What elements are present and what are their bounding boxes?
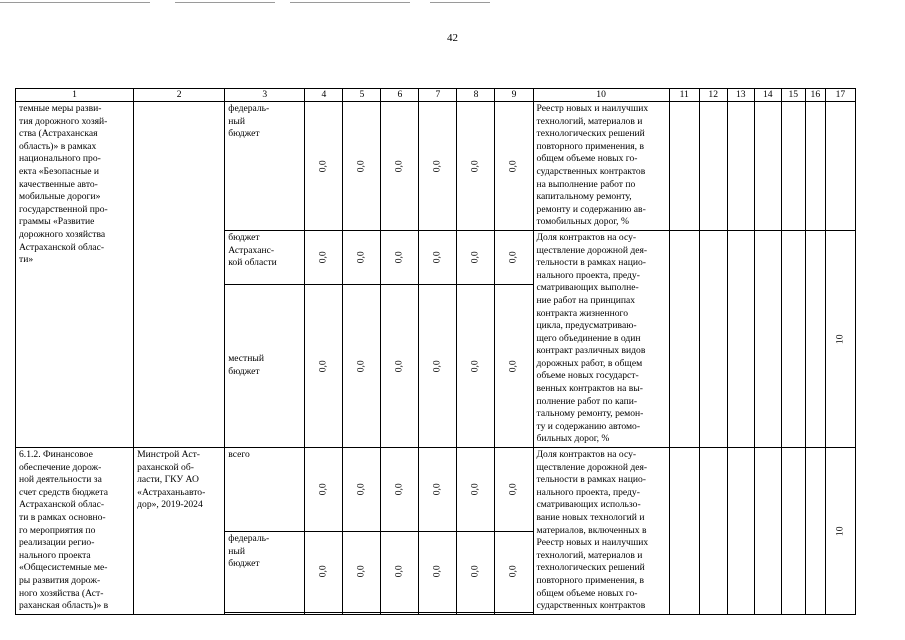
indicator-cell	[533, 102, 669, 231]
column-number-row	[16, 89, 856, 102]
column-number-14: 14	[754, 89, 781, 102]
value-cell: 0,0	[457, 531, 495, 612]
funding-source-cell	[225, 284, 305, 447]
column-number-12: 12	[699, 89, 727, 102]
year-value-cell: 10	[825, 230, 855, 447]
year-value-cell	[754, 448, 781, 615]
value-cell: 0,0	[457, 448, 495, 532]
value-cell	[343, 612, 381, 614]
year-value-cell	[805, 448, 825, 615]
funding-source-cell	[225, 448, 305, 532]
year-value-cell	[754, 102, 781, 231]
year-value-cell	[727, 102, 754, 231]
column-number-13: 13	[727, 89, 754, 102]
value-cell: 0,0	[419, 230, 457, 284]
column-number-8: 8	[457, 89, 495, 102]
scan-edge-line	[290, 2, 410, 3]
year-value-cell	[825, 102, 855, 231]
executor-text: Минстрой Аст- раханской об- ласти, ГКУ АО «Астраханьавто- дор», 2019-2024	[137, 449, 206, 511]
value-cell: 0,0	[305, 284, 343, 447]
indicator-text: Реестр новых и наилучших технологий, материалов и технологических решений повторного применения, в общем объеме новых го- сударственных контрактов на выполнение работ по капитальному ремонту, ремонту и содержанию ав- томобильных дорог, %	[536, 103, 649, 228]
year-value-cell	[727, 230, 754, 447]
funding-source-text: федераль- ный бюджет	[228, 103, 270, 140]
column-number-2: 2	[134, 89, 225, 102]
value-cell: 0,0	[495, 230, 533, 284]
executor-cell	[134, 102, 225, 448]
column-number-5: 5	[343, 89, 381, 102]
year-value-cell	[699, 102, 727, 231]
year-value-cell	[754, 230, 781, 447]
value-cell: 0,0	[419, 284, 457, 447]
page-number: 42	[447, 32, 458, 44]
year-value-cell	[781, 102, 805, 231]
value-cell: 0,0	[305, 102, 343, 231]
column-number-9: 9	[495, 89, 533, 102]
measure-name-cell	[16, 102, 134, 448]
year-value-cell	[781, 230, 805, 447]
funding-source-cell	[225, 230, 305, 284]
value-cell	[419, 612, 457, 614]
column-number-6: 6	[381, 89, 419, 102]
funding-source-text: всего	[228, 449, 250, 461]
funding-source-cell	[225, 102, 305, 231]
value-cell: 0,0	[457, 230, 495, 284]
year-value-cell: 10	[825, 448, 855, 615]
value-cell: 0,0	[343, 448, 381, 532]
funding-source-text: федераль- ный бюджет	[228, 532, 270, 570]
value-cell: 0,0	[495, 448, 533, 532]
value-cell: 0,0	[343, 284, 381, 447]
value-cell	[381, 612, 419, 614]
column-number-4: 4	[305, 89, 343, 102]
column-number-11: 11	[669, 89, 699, 102]
measure-name-cell	[16, 448, 134, 615]
column-number-17: 17	[825, 89, 855, 102]
indicator-text: Доля контрактов на осу- ществление дорожной дея- тельности в рамках нацио- нального проекта, преду- сматривающих выполне- ние работ на принципах контракта жизненного цикла, предусматриваю- щего объединение в один контракт различных видов дорожных работ, в общем объеме новых государст- венных контрактов на вы- полнение работ по капи- тальному ремонту, ремон- ту и содержанию автомо- бильных дорог, %	[536, 231, 648, 445]
value-cell: 0,0	[305, 230, 343, 284]
indicator-cell	[533, 448, 669, 615]
value-cell	[305, 612, 343, 614]
value-cell	[495, 612, 533, 614]
value-cell: 0,0	[381, 531, 419, 612]
value-cell: 0,0	[457, 102, 495, 231]
value-cell: 0,0	[457, 284, 495, 447]
value-cell: 0,0	[495, 531, 533, 612]
year-value-cell	[805, 102, 825, 231]
value-cell: 0,0	[495, 284, 533, 447]
scan-edge-line	[430, 2, 490, 3]
column-number-15: 15	[781, 89, 805, 102]
value-cell: 0,0	[419, 531, 457, 612]
year-value-cell	[805, 230, 825, 447]
value-cell: 0,0	[381, 102, 419, 231]
value-cell: 0,0	[343, 531, 381, 612]
column-number-1: 1	[16, 89, 134, 102]
value-cell: 0,0	[381, 230, 419, 284]
indicator-text: Доля контрактов на осу- ществление дорожной дея- тельности в рамках нацио- нального проекта, преду- сматривающих использо- вание новых технологий и материалов, включенных в Реестр новых и наилучших технологий, материалов и технологических решений повторного применения, в общем объеме новых го- сударственных контрактов	[536, 449, 649, 612]
value-cell: 0,0	[381, 284, 419, 447]
program-table	[15, 88, 856, 615]
value-cell: 0,0	[419, 448, 457, 532]
column-number-10: 10	[533, 89, 669, 102]
year-value-cell	[669, 448, 699, 615]
year-value-cell	[781, 448, 805, 615]
value-cell: 0,0	[419, 102, 457, 231]
scan-edge-line	[175, 2, 275, 3]
column-number-3: 3	[225, 89, 305, 102]
value-cell: 0,0	[305, 531, 343, 612]
year-value-cell	[727, 448, 754, 615]
measure-name-text: темные меры разви- тия дорожного хозяй- ства (Астраханская область)» в рамках национального про- екта «Безопасные и качественные авто- мобильные дороги» государственной про- граммы «Развитие дорожного хозяйства Астраханской облас- ти»	[19, 103, 108, 266]
column-number-16: 16	[805, 89, 825, 102]
funding-source-text: бюджет Астраханс- кой области	[228, 231, 277, 269]
indicator-cell	[533, 230, 669, 447]
funding-source-text: местный бюджет	[228, 353, 264, 377]
funding-source-cell	[225, 612, 305, 614]
value-cell: 0,0	[305, 448, 343, 532]
value-cell	[457, 612, 495, 614]
measure-name-text: 6.1.2. Финансовое обеспечение дорож- ной деятельности за счет средств бюджета Астраханской облас- ти в рамках основно- го мероприятия по реализации регио- нального проекта «Общесистемные ме- ры развития дорож- ного хозяйства (Аст- раханская область)» в	[19, 449, 109, 612]
year-value-cell	[669, 230, 699, 447]
executor-cell	[134, 448, 225, 615]
value-cell: 0,0	[381, 448, 419, 532]
value-cell: 0,0	[343, 230, 381, 284]
value-cell: 0,0	[495, 102, 533, 231]
year-value-cell	[699, 230, 727, 447]
scan-edge-line	[0, 2, 150, 3]
funding-source-cell	[225, 531, 305, 612]
value-cell: 0,0	[343, 102, 381, 231]
year-value-cell	[669, 102, 699, 231]
year-value-cell	[699, 448, 727, 615]
column-number-7: 7	[419, 89, 457, 102]
